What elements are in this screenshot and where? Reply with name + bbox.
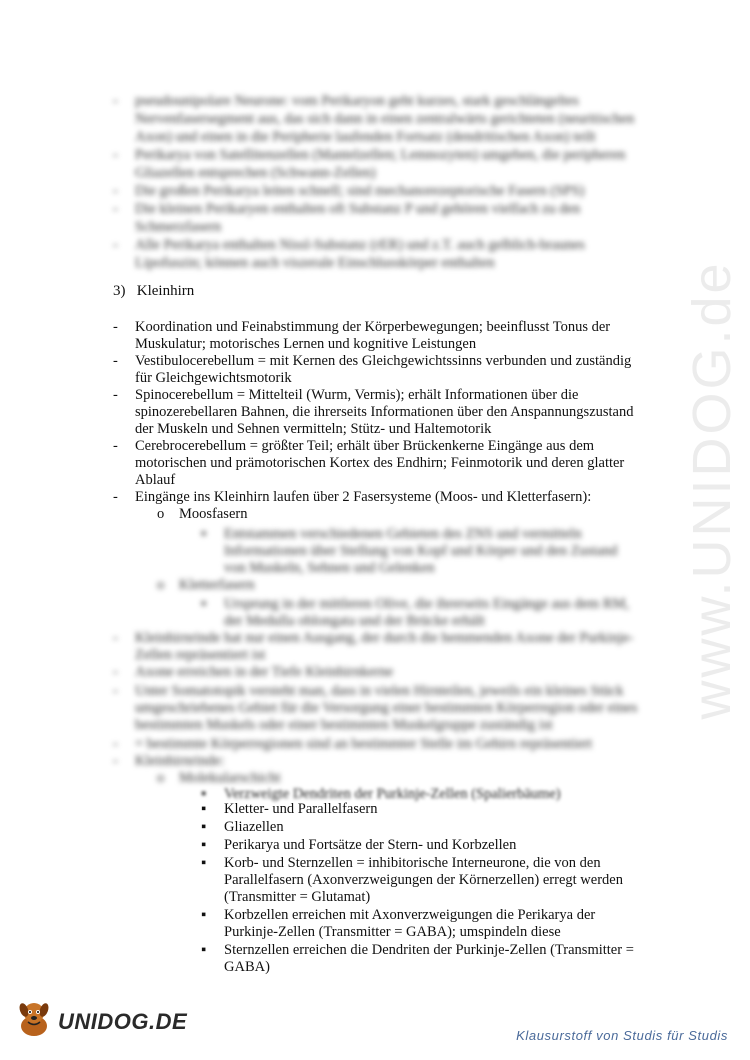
list-item-text: GABA) <box>224 959 270 975</box>
list-item-text: umgeschriebenes Gebiet für die Versorgung einer bestimmten Körperregion oder eines <box>135 700 638 716</box>
list-item-text: Perikarya und Fortsätze der Stern- und Korbzellen <box>224 837 517 853</box>
list-bullet: - <box>113 664 118 680</box>
list-item-text: Korbzellen erreichen mit Axonverzweigungen die Perikarya der <box>224 907 596 923</box>
list-item-text: Zellen repräsentiert ist <box>135 647 266 663</box>
watermark: www.UNIDOG.de <box>682 260 742 720</box>
list-item-text: Korb- und Sternzellen = inhibitorische Interneurone, die von den <box>224 855 601 871</box>
list-item-text: Sternzellen erreichen die Dendriten der Purkinje-Zellen (Transmitter = <box>224 942 634 958</box>
list-item-text: motorischen und prämotorischen Kortex des Endhirn; Feinmotorik und deren glatter <box>135 455 625 471</box>
list-bullet: - <box>113 736 118 752</box>
list-bullet: - <box>113 683 118 699</box>
list-bullet: ▪ <box>201 942 207 958</box>
list-bullet: - <box>113 387 118 403</box>
list-bullet: ▪ <box>201 907 207 923</box>
list-item-text: Parallelfasern (Axonverzweigungen der Körnerzellen) erregt werden <box>224 872 623 888</box>
list-item: - <box>113 201 118 217</box>
sublist-item-text: Kletterfasern <box>179 577 255 593</box>
list-item-text: für Gleichgewichtsmotorik <box>135 370 292 386</box>
list-item-text: Axone erreichen in der Tiefe Kleinhirnkerne <box>135 664 394 680</box>
list-item: - <box>113 93 118 109</box>
list-item-text: Alle Perikarya enthalten Nissl-Substanz (rER) und z.T. auch gelblich-braunes <box>135 237 585 253</box>
list-item: - <box>113 183 118 199</box>
list-item-text: Axon) und einen in die Peripherie laufenden Fortsatz (dendritischen Axon) teilt <box>135 129 596 145</box>
list-item-text: Informationen über Stellung von Kopf und Körper und den Zustand <box>224 543 618 559</box>
list-item-text: Nervenfasersegment aus, das sich dann in einen zentralwärts gerichteten (neuritischen <box>135 111 635 127</box>
list-bullet: ▪ <box>201 801 207 817</box>
list-bullet: - <box>113 319 118 335</box>
list-item-text: Ursprung in der mittleren Olive, die ihrerseits Eingänge aus dem RM, <box>224 596 630 612</box>
section-heading <box>113 283 194 300</box>
section-number: 3) <box>113 283 126 299</box>
list-item-text: Eingänge ins Kleinhirn laufen über 2 Fasersysteme (Moos- und Kletterfasern): <box>135 489 592 505</box>
list-bullet: ▪ <box>201 855 207 871</box>
list-item-text: Gliazellen entsprechen (Schwann-Zellen) <box>135 165 376 181</box>
list-item-text: Lipofuszin; können auch viszerale Einschlusskörper enthalten <box>135 255 495 271</box>
list-item-text: = bestimmte Körperregionen sind an bestimmter Stelle im Gehirn repräsentiert <box>135 736 593 752</box>
list-item-text: Vestibulocerebellum = mit Kernen des Gleichgewichtssinns verbunden und zuständig <box>135 353 632 369</box>
list-item-text: Muskulatur; motorisches Lernen und kognitive Leistungen <box>135 336 477 352</box>
list-bullet: - <box>113 753 118 769</box>
list-item-text: Unter Somatotopik versteht man, dass in vielen Hirnteilen, jeweils ein kleines Stück <box>135 683 624 699</box>
list-bullet: - <box>113 489 118 505</box>
list-item-text: Spinocerebellum = Mittelteil (Wurm, Vermis); erhält Informationen über die <box>135 387 579 403</box>
list-item-text: Gliazellen <box>224 819 284 835</box>
list-item-text: Perikarya von Satellitenzellen (Mantelzellen; Lemnozyten) umgeben, die peripheren <box>135 147 626 163</box>
unidog-logo[interactable] <box>14 1000 187 1043</box>
list-item-text: Koordination und Feinabstimmung der Körperbewegungen; beeinflusst Tonus der <box>135 319 611 335</box>
list-bullet: ▪ <box>201 526 207 542</box>
list-item-text: Ablauf <box>135 472 176 488</box>
list-item: - <box>113 237 118 253</box>
list-item-text: Kleinhirnrinde: <box>135 753 225 769</box>
sublist-bullet: o <box>157 770 165 786</box>
list-bullet: - <box>113 353 118 369</box>
list-item-text: bestimmten Muskels oder einer bestimmten Muskelgruppe zuständig ist <box>135 717 553 733</box>
sublist-item-text: Molekularschicht <box>179 770 281 786</box>
list-item-text: Purkinje-Zellen (Transmitter = GABA); umspindeln diese <box>224 924 561 940</box>
sublist-item-text: Moosfasern <box>179 506 248 522</box>
partial-list-item-text: Verzweigte Dendriten der Purkinje-Zellen (Spalierbäume) <box>224 786 561 802</box>
sublist-bullet: o <box>157 506 165 522</box>
list-item-text: Cerebrocerebellum = größter Teil; erhält über Brückenkerne Eingänge aus dem <box>135 438 595 454</box>
list-item: - <box>113 147 118 163</box>
list-item-text: der Muskeln und Sehnen vermitteln; Stütz- und Haltemotorik <box>135 421 492 437</box>
list-item-text: Die großen Perikarya leiten schnell; sind mechanorezeptorische Fasern (SPS) <box>135 183 585 199</box>
list-item-text: Schmerzfasern <box>135 219 222 235</box>
sublist-bullet: o <box>157 577 165 593</box>
list-bullet: ▪ <box>201 837 207 853</box>
logo-text: UNIDOG.DE <box>58 1008 188 1034</box>
list-bullet: ▪ <box>201 596 207 612</box>
list-item-text: Kleinhirnrinde hat nur einen Ausgang, der durch die hemmenden Axone der Purkinje- <box>135 630 634 646</box>
dog-mascot-icon <box>14 1000 54 1043</box>
section-title: Kleinhirn <box>136 283 195 299</box>
list-item-text: der Medulla oblongata und der Brücke erhält <box>224 613 485 629</box>
list-item-text: von Muskeln, Sehnen und Gelenken <box>224 560 435 576</box>
footer-tagline: Klausurstoff von Studis für Studis <box>516 1028 728 1043</box>
list-bullet: - <box>113 438 118 454</box>
list-item-text: Kletter- und Parallelfasern <box>224 801 378 817</box>
list-item-text: pseudounipolare Neurone: vom Perikaryon geht kurzes, stark geschlängeltes <box>135 93 579 109</box>
list-item-text: Entstammen verschiedenen Gebieten des ZNS und vermitteln <box>224 526 582 542</box>
list-bullet: - <box>113 630 118 646</box>
list-bullet: ▪ <box>201 819 207 835</box>
list-item-text: Die kleinen Perikaryen enthalten oft Substanz P und gehören vielfach zu den <box>135 201 581 217</box>
list-item-text: (Transmitter = Glutamat) <box>224 889 371 905</box>
list-item-text: spinozerebellaren Bahnen, die ihrerseits Informationen über den Anspannungszustand <box>135 404 634 420</box>
list-bullet: ▪ <box>201 786 207 802</box>
